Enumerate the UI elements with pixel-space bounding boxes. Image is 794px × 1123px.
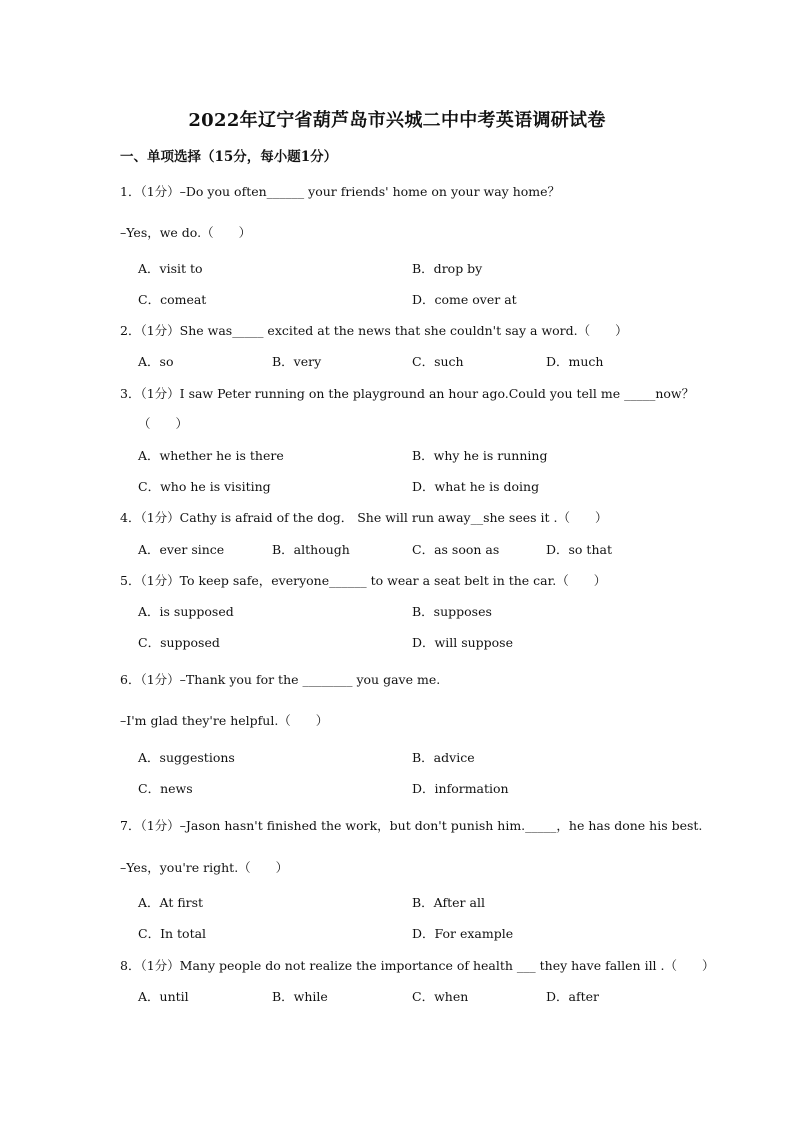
question-1-stem: 1．（1分）–Do you often______ your friends' home on your way home？ [120,184,561,199]
question-6-stem: 6．（1分）–Thank you for the ________ you gave me. [120,672,441,687]
question-3-option-a[interactable]: A．whether he is there [138,448,284,463]
question-6-option-d[interactable]: D．information [412,781,509,796]
question-3-stem-continued: （ ） [138,416,189,431]
question-1-option-b[interactable]: B．drop by [412,261,483,276]
question-4-option-c[interactable]: C．as soon as [412,542,500,557]
question-6-reply: –I'm glad they're helpful.（ ） [120,713,329,728]
question-2-option-c[interactable]: C．such [412,354,464,369]
question-1-option-c[interactable]: C．comeat [138,292,207,307]
question-7-stem: 7．（1分）–Jason hasn't finished the work，but don't punish him._____，he has done his best. [120,818,703,833]
question-4-option-d[interactable]: D．so that [546,542,612,557]
question-3-option-c[interactable]: C．who he is visiting [138,479,271,494]
question-7-reply: –Yes，you're right.（ ） [120,860,289,875]
question-6-option-b[interactable]: B．advice [412,750,475,765]
question-5-stem: 5．（1分）To keep safe，everyone______ to wear a seat belt in the car.（ ） [120,573,607,588]
question-1-reply: –Yes，we do.（ ） [120,225,252,240]
question-7-option-d[interactable]: D．For example [412,926,514,941]
question-7-option-b[interactable]: B．After all [412,895,485,910]
question-8-stem: 8．（1分）Many people do not realize the importance of health ___ they have fallen ill .（ ） [120,958,715,973]
question-8-option-c[interactable]: C．when [412,989,469,1004]
section-heading: 一、单项选择（15分，每小题1分） [120,149,338,165]
question-1-option-a[interactable]: A．visit to [138,261,203,276]
question-1-option-d[interactable]: D．come over at [412,292,517,307]
page-title: 2022年辽宁省葫芦岛市兴城二中中考英语调研试卷 [188,110,606,131]
question-8-option-d[interactable]: D．after [546,989,599,1004]
question-3-option-b[interactable]: B．why he is running [412,448,548,463]
question-4-option-a[interactable]: A．ever since [138,542,225,557]
question-5-option-b[interactable]: B．supposes [412,604,492,619]
question-3-option-d[interactable]: D．what he is doing [412,479,540,494]
question-5-option-d[interactable]: D．will suppose [412,635,513,650]
question-2-stem: 2．（1分）She was_____ excited at the news that she couldn't say a word.（ ） [120,323,628,338]
question-7-option-c[interactable]: C．In total [138,926,207,941]
question-5-option-c[interactable]: C．supposed [138,635,220,650]
question-7-option-a[interactable]: A．At first [138,895,204,910]
question-2-option-b[interactable]: B．very [272,354,322,369]
question-8-option-b[interactable]: B．while [272,989,328,1004]
question-5-option-a[interactable]: A．is supposed [138,604,234,619]
question-2-option-a[interactable]: A．so [138,354,174,369]
question-3-stem: 3．（1分）I saw Peter running on the playground an hour ago.Could you tell me _____now？ [120,386,695,401]
question-8-option-a[interactable]: A．until [138,989,189,1004]
question-6-option-a[interactable]: A．suggestions [138,750,235,765]
question-2-option-d[interactable]: D．much [546,354,604,369]
question-6-option-c[interactable]: C．news [138,781,193,796]
question-4-option-b[interactable]: B．although [272,542,350,557]
question-4-stem: 4．（1分）Cathy is afraid of the dog． She will run away__she sees it .（ ） [120,510,608,525]
